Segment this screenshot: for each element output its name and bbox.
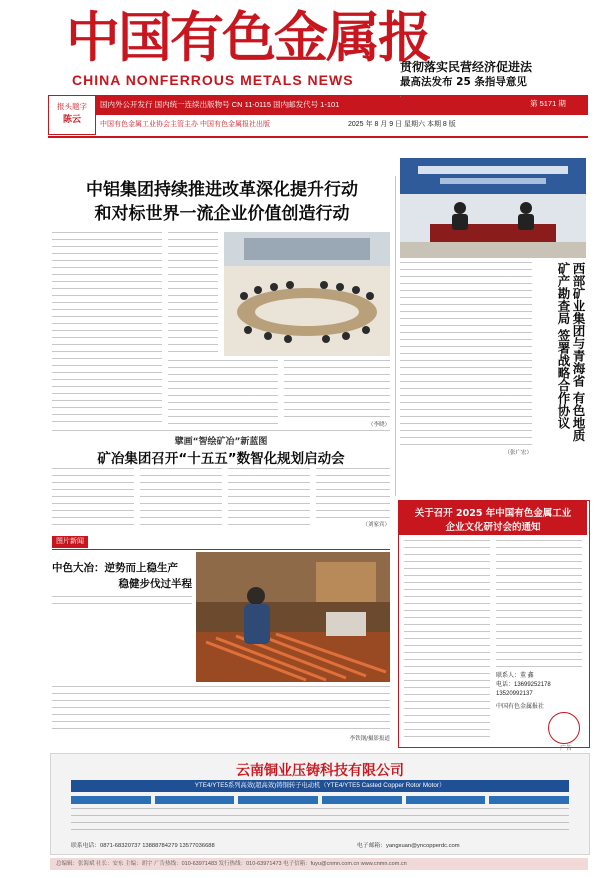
lead-body-col-1 [52, 232, 162, 428]
top-news-headline-2: 最高法发布 25 条指导意见 [400, 76, 527, 88]
photo-news-headline [52, 560, 192, 592]
ad-feature-tag [238, 796, 318, 804]
second-sign: （刘家宾） [362, 522, 390, 528]
issue-number: 第 5171 期 [530, 99, 566, 108]
second-kicker: 擘画“智绘矿冶”新蓝图 [174, 437, 268, 447]
top-news-headline-1: 贯彻落实民营经济促进法 [400, 60, 533, 74]
ad-feature-tag [155, 796, 235, 804]
signing-ceremony-image [400, 158, 586, 258]
issue-date: 2025 年 8 月 9 日 星期六 本期 8 版 [348, 121, 456, 128]
divider [395, 176, 396, 496]
lead-headline-2: 和对标世界一流企业价值创造行动 [94, 204, 350, 224]
notice-body-col-1 [404, 540, 490, 740]
notice-org: 中国有色金属报社 [496, 704, 545, 710]
second-body-col-4 [316, 468, 390, 520]
contact-name: 董 鑫 [520, 673, 534, 679]
seal-line-1: 报头题字 [57, 102, 87, 111]
ad-email: 电子邮箱：yangxuan@yncopperdc.com [357, 843, 460, 849]
masthead-title: 中国有色金属报 [66, 5, 430, 69]
lead-headline-1: 中铝集团持续推进改革深化提升行动 [86, 180, 358, 200]
masthead-rule [48, 136, 588, 138]
right-sign: （张广宏） [504, 450, 532, 456]
publisher-bar [48, 117, 588, 133]
second-headline: 矿冶集团召开“十五五”数智化规划启动会 [97, 451, 345, 467]
contact-phone-1: 电话：13699252178 [496, 682, 551, 688]
lead-body-col-3 [168, 360, 278, 428]
spacer [400, 96, 401, 97]
photo-news-headline-2: 稳健步伐过半程 [118, 578, 192, 590]
lead-headline [52, 178, 392, 226]
right-headline [536, 262, 586, 452]
second-body-col-1 [52, 468, 134, 528]
seal-line-2: 陈云 [62, 114, 81, 124]
notice-contact [496, 672, 584, 712]
ad-feature-tag [406, 796, 486, 804]
notice-seal [548, 712, 580, 744]
notice-body-col-2 [496, 540, 582, 668]
notice-title-2: 企业文化研讨会的通知 [445, 522, 541, 533]
contact-phone-2: 13520992137 [496, 691, 533, 697]
copper-smelting-image [196, 552, 390, 682]
publication-info: 国内外公开发行 国内统一连续出版物号 CN 11-0115 国内邮发代号 1-101 [100, 100, 340, 109]
notice-title-1: 关于召开 2025 年中国有色金属工业 [414, 508, 572, 519]
notice-header [399, 501, 587, 535]
footer-bar [50, 858, 588, 870]
ad-company: 云南铜业压铸科技有限公司 [236, 763, 404, 779]
right-headline-1: 西部矿业集团与青海省 [571, 262, 586, 387]
signing-photo [400, 158, 586, 258]
meeting-room-image [224, 232, 390, 356]
ad-body-text [71, 808, 569, 834]
photo-news-credit: 李铁钢/摄影报道 [349, 736, 390, 742]
ad-feature-strip [71, 796, 569, 804]
second-body-col-3 [228, 468, 310, 528]
lead-body-col-4 [284, 360, 390, 420]
right-headline-3: 签署战略合作协议 [556, 328, 571, 429]
contact-label: 联系人： [496, 673, 521, 679]
advertisement [50, 753, 590, 855]
ad-feature-tag [71, 796, 151, 804]
publisher-info: 中国有色金属工业协会主管主办 中国有色金属报社出版 [100, 121, 270, 128]
lead-photo [224, 232, 390, 356]
ad-feature-tag [489, 796, 569, 804]
second-top-rule [52, 430, 390, 431]
right-headline-2: 有色地质矿产勘查局 [556, 262, 586, 442]
second-body-col-2 [140, 468, 222, 528]
lead-sign: （李晓） [367, 422, 390, 428]
ad-product: YTE4/YTE5系列高效(超高效)铸铜转子电动机（YTE4/YTE5 Casted Copper Rotor Motor） [71, 780, 569, 792]
right-body-text [400, 262, 532, 448]
masthead-english: CHINA NONFERROUS METALS NEWS [72, 72, 354, 88]
factory-photo [196, 552, 390, 682]
photo-news-rule [52, 549, 390, 550]
footer-text: 总编辑：张海斌 社长：安东 主编：胡宇 广告热线：010-63971483 发行热线：010-63971473 电子信箱：fuyu@cnmn.com.cn www.cnmn.com.cn [56, 861, 407, 867]
ad-feature-tag [322, 796, 402, 804]
masthead-red-bar [48, 95, 588, 115]
ad-phones: 联系电话：0871-68320737 13888784279 13577036688 [71, 843, 215, 849]
lead-body-col-2 [168, 232, 218, 356]
photo-news-body [52, 686, 390, 730]
top-news-headline [400, 60, 586, 90]
photo-news-spacer [52, 596, 192, 608]
photo-news-headline-1: 中色大冶：逆势而上稳生产 [52, 562, 178, 574]
ad-label: 广告 [560, 746, 573, 752]
photo-news-label: 图片新闻 [52, 536, 88, 548]
